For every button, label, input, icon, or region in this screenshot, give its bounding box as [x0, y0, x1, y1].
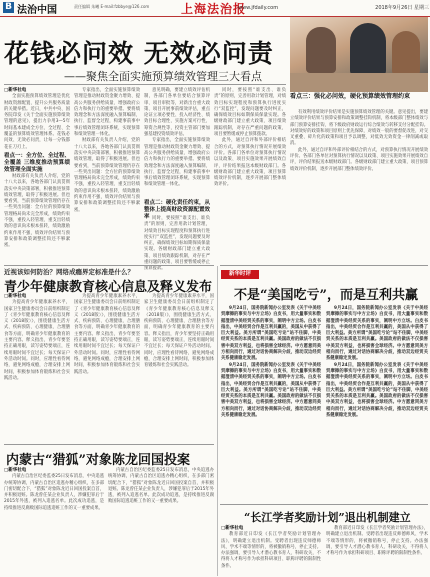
story3-headline: 内蒙古“猎狐”对象陈龙回国投案: [6, 453, 190, 468]
masthead-logo: 上海法治报: [181, 2, 247, 16]
point-one-heading: 看点一：全方位、全过程、全覆盖 三维度推动预算绩效管理全面实施: [4, 152, 71, 173]
lead-subhead: ——聚焦全面实施预算绩效管理三大看点: [64, 70, 262, 83]
lead-headline: 花钱必问效 无效必问责: [4, 39, 274, 68]
lead-byline: □新华社电: [4, 88, 27, 93]
desk-shape: [290, 73, 428, 92]
lead-column-5: 有效利用绩效评价结果是实施预算绩效管理的关键。意见提出，要建立绩效评价结果与预算安排和政策调整挂钩机制，将本级部门整体绩效与部门预算安排挂钩，将下级政府财政运行综合绩效与转移支付分配挂钩。对绩效好的政策和项目原则上优先保障，对绩效一般的要督促改进，对交叉重叠、碎片化的政策和项目予以调整，对低效无效资金一律削减或取消。 此外，通过自评和外部评价相结合的方式，对预算执行情况开展绩效评价。各部门各单位对预算执行情况以及政策、项目实施效果开展绩效自评，评价结果报送本级财政部门。各级财政部门建立重大政策、项目预算绩效评价机制，逐步开展部门整体绩效评价。: [290, 110, 428, 172]
editor-info: 责任编辑 朱曦 E-mail:fzbbye@126.com: [74, 4, 150, 9]
story2-headline: 青少年健康教育核心信息及释义发布: [4, 280, 213, 295]
news-photo: [290, 17, 428, 92]
section-title: 法治中国: [17, 5, 57, 16]
story3-column-2: 内蒙古自治区纪委监委25日发布消息，中央追逃办统筹协调，内蒙古自治区追逃办精心组织，在多部门密切配合下，“猎狐”对象陈龙近日回国投案自首，并积极退赃。陈龙曾任某企业负责人，涉嫌犯罪后于2015年外逃，被列入追逃名单。此次成功追逃，是持续推进反腐败国际追逃追赃工作的又一重要成果。: [108, 468, 214, 505]
point-three-heading: 看点三：强化必问效，硬化预算绩效管理约束: [290, 93, 411, 100]
story2-byline: □新华社电: [4, 294, 27, 299]
commentary-column-1: 9月24日，国务院新闻办公室发表《关于中美经贸摩擦的事实与中方立场》白皮书，用大量事实和数据澄清中美经贸关系的事实，阐明中方立场。白皮书指出，中美经贸合作是互利共赢的，美国从中获得了巨大利益。美方所谓“美国吃亏论”站不住脚，中美经贸关系的本质是互利共赢。美国政府的做法不仅损害中美双方利益，也将损害全球经济。中方愿意同美方相向而行，通过对话协商解决分歧，推动双边经贸关系健康稳定发展。 9月24日，国务院新闻办公室发表《关于中美经贸摩擦的事实与中方立场》白皮书，用大量事实和数据澄清中美经贸关系的事实，阐明中方立场。白皮书指出，中美经贸合作是互利共赢的，美国从中获得了巨大利益。美方所谓“美国吃亏论”站不住脚，中美经贸关系的本质是互利共赢。美国政府的做法不仅损害中美双方利益，也将损害全球经济。中方愿意同美方相向而行，通过对话协商解决分歧，推动双边经贸关系健康稳定发展。: [221, 306, 321, 419]
divider: [220, 504, 428, 505]
story4-column-1: □新华社电 教育部近日印发《长江学者奖励计划管理办法》，明确建立退出机制。受聘者出现违反师德师风、学术不端等情形的，将被撤销称号，停止支持。办法强调，要引导人才潜心教书育人、科研攻关，不得将人才称号作为承担科研项目、职称评聘的限制性条件。: [221, 526, 321, 569]
lead-column-2: 专家指出，全面实施预算绩效管理是推动财政资金聚力增效、提高公共服务供给质量、增强政府公信力和执行力的重要举措。要将绩效理念和方法深度融入预算编制、执行、监督全过程，构建事前事中事后绩效管理闭环系统，实现预算和绩效管理一体化。 财政部有关负责人介绍，党的十八大以来，各地各部门认真贯彻落实中央决策部署，积极推进预算绩效管理，取得了积极进展。但也要看到，当前预算绩效管理仍存在一些突出问题：全方位的预算绩效管理格局尚未完全形成，绩效约束不强，重投入轻管理、重支出轻绩效的意识尚未根本扭转，绩效激励约束作用不强，绩效评价结果与预算安排和政策调整挂钩还不够紧密。: [74, 88, 140, 213]
story2-kicker: 近视该如何防治？网络成瘾界定标准是什么？: [4, 268, 134, 276]
lead-column-1: □新华社电 全面实施预算绩效管理是优化财政资源配置、提升公共服务质量的关键举措。近日，中共中央、国务院印发《关于全面实施预算绩效管理的意见》，提出力争用3—5年时间基本建成全方位、全过程、全覆盖的预算绩效管理体系。花钱必问效、无效必问责，让每一分钱都花在刀刃上。 看点一：全方位、全过程、全覆盖 三维度推动预算绩效管理全面实施 财政部有关负责人介绍，党的十八大以来，各地各部门认真贯彻落实中央决策部署，积极推进预算绩效管理，取得了积极进展。但也要看到，当前预算绩效管理仍存在一些突出问题：全方位的预算绩效管理格局尚未完全形成，绩效约束不强，重投入轻管理、重支出轻绩效的意识尚未根本扭转，绩效激励约束作用不强，绩效评价结果与预算安排和政策调整挂钩还不够紧密。: [4, 88, 71, 249]
lead-column-3b: 同时，要按照“谁支出、谁负责”的原则，完善用款计划管理，对绩效目标实现程度和预算执行进度实行“双监控”，发现问题要及时纠正，确保绩效目标如期保质保量实现。各级财政部门建立重大政策、项目绩效跟踪机制，对存在严重问题的政策、项目要暂缓或停止预算拨款。: [144, 216, 210, 272]
story4-column-2: 教育部近日印发《长江学者奖励计划管理办法》，明确建立退出机制。受聘者出现违反师德师风、学术不端等情形的，将被撤销称号，停止支持。办法强调，要引导人才潜心教书育人、科研攻关，不得将人才称号作为承担科研项目、职称评聘的限制性条件。: [326, 526, 428, 557]
story2-column-1: □新华社电 为提高青少年健康素养水平，国家卫生健康委员会日前组织制定了《青少年健康教育核心信息及释义（2018版）》，围绕健康生活方式、疾病预防、心理健康、合理膳食等方面，明确青少年健康教育的主要内容。释义指出，青少年要坚持正确用眼，读写姿势要端正，连续用眼时间不宜过长；每天保证户外活动时间。同时，应理性看待网络，避免网络成瘾，合理安排上网时间，积极参加体育锻炼和社会实践活动。: [4, 294, 70, 381]
issue-date: 2018年9月26日 星期三: [375, 5, 429, 11]
story4-byline: □新华社电: [221, 526, 244, 531]
commentary-label: 新华时评: [221, 270, 259, 279]
divider: [220, 265, 428, 266]
person-figure: [350, 23, 386, 75]
person-figure: [392, 31, 420, 75]
point-two-heading: 看点二：硬化责任约束，从整体上提高财政资源配置效率: [144, 200, 211, 220]
story2-column-2: 为提高青少年健康素养水平，国家卫生健康委员会日前组织制定了《青少年健康教育核心信息及释义（2018版）》，围绕健康生活方式、疾病预防、心理健康、合理膳食等方面，明确青少年健康教育的主要内容。释义指出，青少年要坚持正确用眼，读写姿势要端正，连续用眼时间不宜过长；每天保证户外活动时间。同时，应理性看待网络，避免网络成瘾，合理安排上网时间，积极参加体育锻炼和社会实践活动。: [74, 294, 140, 375]
divider: [4, 444, 214, 445]
story2-column-3: 为提高青少年健康素养水平，国家卫生健康委员会日前组织制定了《青少年健康教育核心信息及释义（2018版）》，围绕健康生活方式、疾病预防、心理健康、合理膳食等方面，明确青少年健康教育的主要内容。释义指出，青少年要坚持正确用眼，读写姿势要端正，连续用眼时间不宜过长；每天保证户外活动时间。同时，应理性看待网络，避免网络成瘾，合理安排上网时间，积极参加体育锻炼和社会实践活动。: [144, 294, 214, 369]
section-icon: B: [3, 2, 14, 13]
column-divider: [217, 266, 218, 576]
story3-byline: □新华社电: [4, 468, 27, 473]
website-link[interactable]: www.jfdaily.com: [238, 5, 279, 11]
divider: [4, 84, 286, 85]
story3-column-1: □新华社电 内蒙古自治区纪委监委25日发布消息，中央追逃办统筹协调，内蒙古自治区追逃办精心组织，在多部门密切配合下，“猎狐”对象陈龙近日回国投案自首，并积极退赃。陈龙曾任某企业负责人，涉嫌犯罪后于2015年外逃，被列入追逃名单。此次成功追逃，是持续推进反腐败国际追逃追赃工作的又一重要成果。: [4, 468, 104, 511]
divider: [4, 265, 214, 266]
lead-column-3: 意见明确，要建立绩效评估机制，各部门各单位要结合预算评审、项目审批等，对新出台重大政策、项目开展事前绩效评估，重点论证立项必要性、投入经济性、绩效目标合理性、实施方案可行性、筹资合规性等，投资主管部门要加强基建投资绩效评估。 专家指出，全面实施预算绩效管理是推动财政资金聚力增效、提高公共服务供给质量、增强政府公信力和执行力的重要举措。要将绩效理念和方法深度融入预算编制、执行、监督全过程，构建事前事中事后绩效管理闭环系统，实现预算和绩效管理一体化。: [144, 88, 210, 188]
commentary-headline: 不是“美国吃亏”，而是互利共赢: [234, 288, 418, 303]
person-figure: [306, 27, 336, 73]
lead-column-4: 同时，要按照“谁支出、谁负责”的原则，完善用款计划管理，对绩效目标实现程度和预算执行进度实行“双监控”，发现问题要及时纠正，确保绩效目标如期保质保量实现。各级财政部门建立重大政策、项目绩效跟踪机制，对存在严重问题的政策、项目要暂缓或停止预算拨款。 此外，通过自评和外部评价相结合的方式，对预算执行情况开展绩效评价。各部门各单位对预算执行情况以及政策、项目实施效果开展绩效自评，评价结果报送本级财政部门。各级财政部门建立重大政策、项目预算绩效评价机制，逐步开展部门整体绩效评价。: [214, 88, 286, 188]
story4-headline: “长江学者奖励计划”退出机制建立: [244, 511, 411, 524]
commentary-column-2: 9月24日，国务院新闻办公室发表《关于中美经贸摩擦的事实与中方立场》白皮书，用大量事实和数据澄清中美经贸关系的事实，阐明中方立场。白皮书指出，中美经贸合作是互利共赢的，美国从中获得了巨大利益。美方所谓“美国吃亏论”站不住脚，中美经贸关系的本质是互利共赢。美国政府的做法不仅损害中美双方利益，也将损害全球经济。中方愿意同美方相向而行，通过对话协商解决分歧，推动双边经贸关系健康稳定发展。 9月24日，国务院新闻办公室发表《关于中美经贸摩擦的事实与中方立场》白皮书，用大量事实和数据澄清中美经贸关系的事实，阐明中方立场。白皮书指出，中美经贸合作是互利共赢的，美国从中获得了巨大利益。美方所谓“美国吃亏论”站不住脚，中美经贸关系的本质是互利共赢。美国政府的做法不仅损害中美双方利益，也将损害全球经济。中方愿意同美方相向而行，通过对话协商解决分歧，推动双边经贸关系健康稳定发展。: [326, 306, 428, 419]
